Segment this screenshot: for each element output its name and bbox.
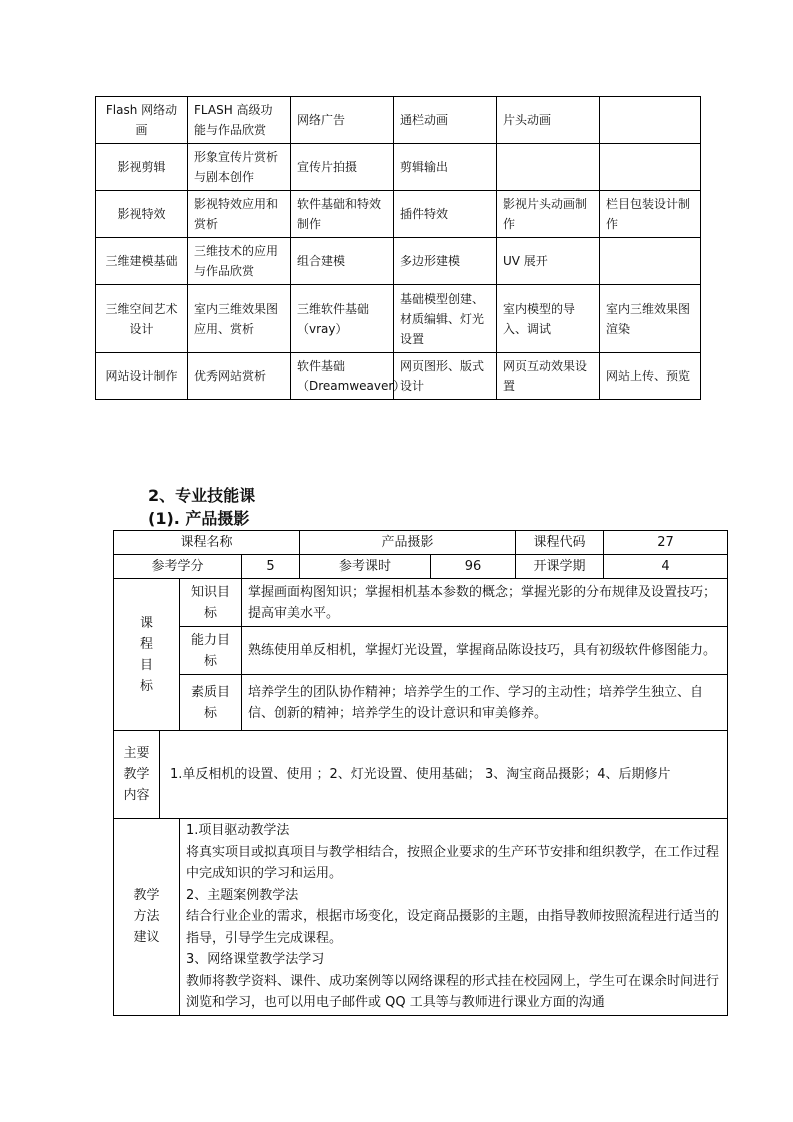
content-label: 主要 教学 内容 <box>114 731 160 819</box>
table-cell: 剪辑输出 <box>394 144 497 191</box>
method-line: 1.项目驱动教学法 <box>186 823 290 838</box>
goal-label: 素质目标 <box>180 675 242 731</box>
table-cell: 形象宣传片赏析与剧本创作 <box>188 144 291 191</box>
table-cell: 影视剪辑 <box>96 144 188 191</box>
course-code-label: 课程代码 <box>516 531 604 555</box>
curriculum-table <box>95 96 701 400</box>
table-cell <box>497 144 600 191</box>
content-row <box>114 731 728 819</box>
table-cell <box>600 238 701 285</box>
term-value: 4 <box>604 555 728 579</box>
course-name-value: 产品摄影 <box>300 531 516 555</box>
table-cell: 软件基础和特效制作 <box>291 191 394 238</box>
method-line: 教师将教学资料、课件、成功案例等以网络课程的形式挂在校园网上，学生可在课余时间进行浏览和学习，也可以用电子邮件或 QQ 工具等与教师进行课业方面的沟通 <box>186 973 720 1010</box>
table-cell: 插件特效 <box>394 191 497 238</box>
table-cell: FLASH 高级功能与作品欣赏 <box>188 97 291 144</box>
table-cell: 影视特效应用和赏析 <box>188 191 291 238</box>
credit-label: 参考学分 <box>114 555 242 579</box>
hours-value: 96 <box>431 555 516 579</box>
goal-label: 知识目标 <box>180 579 242 627</box>
course-table <box>113 530 728 1016</box>
goals-label: 课 程 目 标 <box>114 579 180 731</box>
table-cell: 三维空间艺术设计 <box>96 285 188 353</box>
table-cell: 片头动画 <box>497 97 600 144</box>
table-cell: 网站上传、预览 <box>600 353 701 400</box>
table-row <box>96 144 701 191</box>
goal-text: 熟练使用单反相机，掌握灯光设置，掌握商品陈设技巧，具有初级软件修图能力。 <box>242 627 728 675</box>
credit-value: 5 <box>242 555 300 579</box>
table-cell: 栏目包装设计制作 <box>600 191 701 238</box>
table-cell: 多边形建模 <box>394 238 497 285</box>
method-text <box>180 819 728 1016</box>
method-line: 将真实项目或拟真项目与教学相结合，按照企业要求的生产环节安排和组织教学，在工作过程中完成知识的学习和运用。 <box>186 844 720 881</box>
table-row <box>96 353 701 400</box>
table-row <box>96 97 701 144</box>
table-row <box>96 191 701 238</box>
course-row-credits <box>114 555 728 579</box>
table-cell: 组合建模 <box>291 238 394 285</box>
table-cell: 室内模型的导入、调试 <box>497 285 600 353</box>
table-cell: Flash 网络动画 <box>96 97 188 144</box>
method-line: 3、网络课堂教学法学习 <box>186 952 325 967</box>
content-text: 1.单反相机的设置、使用 ；2、灯光设置、使用基础； 3、淘宝商品摄影；4、后期修片 <box>160 731 728 819</box>
table-cell: 优秀网站赏析 <box>188 353 291 400</box>
table-row <box>96 238 701 285</box>
table-cell: 室内三维效果图渲染 <box>600 285 701 353</box>
goal-row-quality <box>114 675 728 731</box>
course-name-label: 课程名称 <box>114 531 300 555</box>
goal-label: 能力目标 <box>180 627 242 675</box>
table-cell: UV 展开 <box>497 238 600 285</box>
table-cell: 室内三维效果图应用、赏析 <box>188 285 291 353</box>
course-code-value: 27 <box>604 531 728 555</box>
goal-row-knowledge <box>114 579 728 627</box>
table-cell: 基础模型创建、材质编辑、灯光设置 <box>394 285 497 353</box>
table-cell: 影视特效 <box>96 191 188 238</box>
method-label: 教学 方法 建议 <box>114 819 180 1016</box>
table-cell: 网站设计制作 <box>96 353 188 400</box>
table-cell: 软件基础（Dreamweaver） <box>291 353 394 400</box>
table-cell: 宣传片拍摄 <box>291 144 394 191</box>
hours-label: 参考课时 <box>300 555 431 579</box>
method-row <box>114 819 728 1016</box>
goal-text: 掌握画面构图知识；掌握相机基本参数的概念；掌握光影的分布规律及设置技巧；提高审美水平。 <box>242 579 728 627</box>
table-cell: 网页互动效果设置 <box>497 353 600 400</box>
table-cell: 三维软件基础（vray） <box>291 285 394 353</box>
course-row-name <box>114 531 728 555</box>
method-line: 2、主题案例教学法 <box>186 887 299 903</box>
table-cell: 三维技术的应用与作品欣赏 <box>188 238 291 285</box>
table-cell: 通栏动画 <box>394 97 497 144</box>
goal-text: 培养学生的团队协作精神；培养学生的工作、学习的主动性；培养学生独立、自信、创新的精神；培养学生的设计意识和审美修养。 <box>242 675 728 731</box>
table-cell <box>600 97 701 144</box>
course-heading: (1). 产品摄影 <box>148 509 250 528</box>
method-line: 结合行业企业的需求，根据市场变化，设定商品摄影的主题，由指导教师按照流程进行适当的指导，引导学生完成课程。 <box>186 909 720 946</box>
term-label: 开课学期 <box>516 555 604 579</box>
table-cell: 影视片头动画制作 <box>497 191 600 238</box>
goal-row-ability <box>114 627 728 675</box>
table-cell: 三维建模基础 <box>96 238 188 285</box>
table-row <box>96 285 701 353</box>
table-cell: 网络广告 <box>291 97 394 144</box>
table-cell <box>600 144 701 191</box>
table-cell: 网页图形、版式设计 <box>394 353 497 400</box>
section-heading: 2、专业技能课 <box>148 486 256 505</box>
